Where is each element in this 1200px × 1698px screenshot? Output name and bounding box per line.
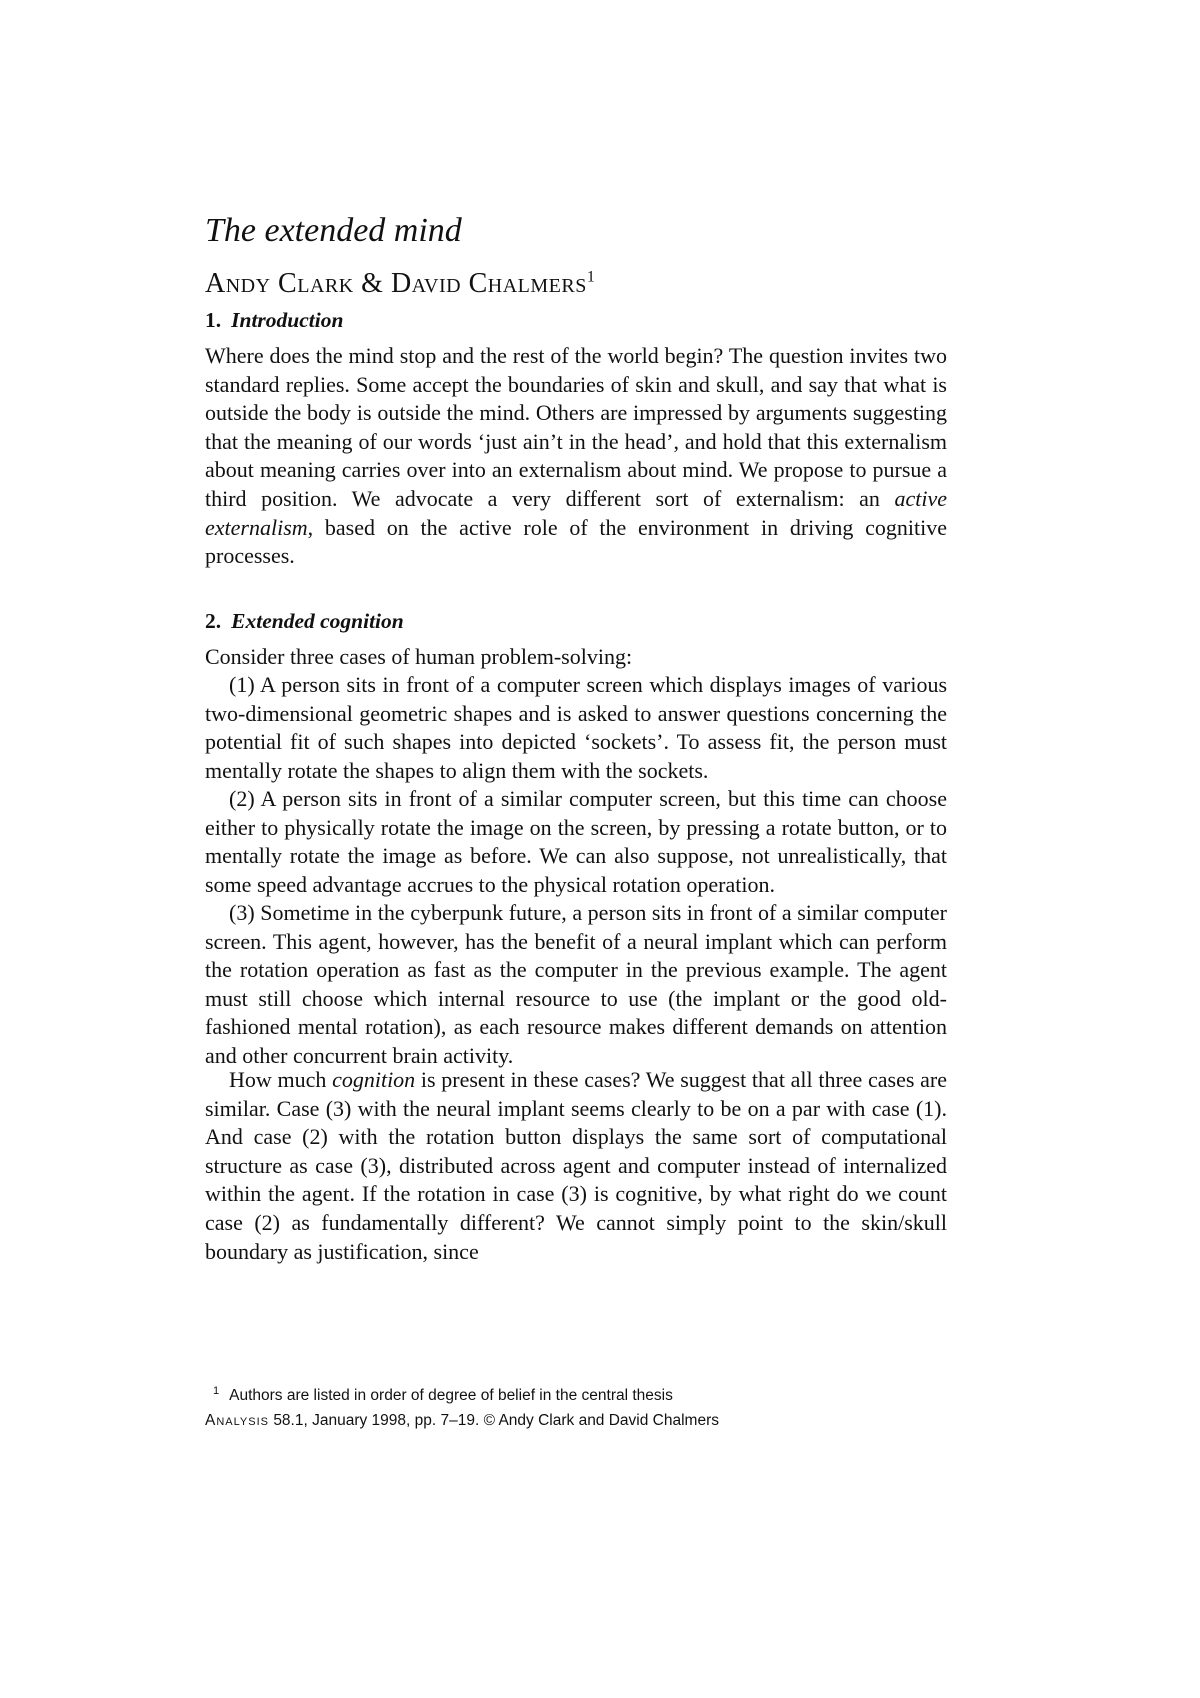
case-2-paragraph: (2) A person sits in front of a similar computer screen, but this time can choose either to physically rotate the image on the screen, by pressing a rotate button, or to mentally rotate the image as before. We can also suppose, not unrealistically, that some speed advantage accrues to the physical rotation operation. bbox=[205, 786, 947, 897]
footnote bbox=[205, 1385, 673, 1405]
intro-text: Where does the mind stop and the rest of the world begin? The question invites two standard replies. Some accept the boundaries of skin and skull, and say that what is outside the body is outside the mind. Others are impressed by arguments suggesting that the meaning of our words ‘just ain’t in the head’, and hold that this externalism about meaning carries over into an externalism about mind. We propose to pursue a third position. We advocate a very different sort of externalism: an bbox=[205, 343, 947, 511]
author-line bbox=[205, 268, 595, 300]
section-heading-introduction bbox=[205, 308, 343, 333]
case-1-paragraph: (1) A person sits in front of a computer screen which displays images of various two-dimensional geometric shapes and is asked to answer questions concerning the potential fit of such shapes into depicted ‘sockets’. To assess fit, the person must mentally rotate the shapes to align them with the sockets. bbox=[205, 672, 947, 783]
intro-text-end: , based on the active role of the environment in driving cognitive processes. bbox=[205, 514, 947, 569]
section-number: 2. bbox=[205, 609, 222, 633]
publication-details: 58.1, January 1998, pp. 7–19. © Andy Clark and David Chalmers bbox=[273, 1412, 719, 1429]
footnote-text: Authors are listed in order of degree of belief in the central thesis bbox=[229, 1387, 673, 1405]
journal-name: Analysis bbox=[205, 1412, 269, 1429]
publication-info bbox=[205, 1412, 719, 1430]
author-footnote-mark: 1 bbox=[586, 268, 596, 286]
section-number: 1. bbox=[205, 308, 222, 332]
intro-paragraph bbox=[205, 342, 947, 571]
discussion-emphasis: cognition bbox=[332, 1067, 416, 1092]
discussion-text: How much bbox=[229, 1067, 333, 1092]
discussion-paragraph bbox=[205, 1066, 947, 1266]
section-heading-extended-cognition bbox=[205, 609, 404, 634]
section-title: Introduction bbox=[231, 308, 344, 332]
cases-intro-paragraph: Consider three cases of human problem-solving: bbox=[205, 644, 633, 669]
paper-title: The extended mind bbox=[205, 212, 462, 249]
section-title: Extended cognition bbox=[231, 609, 404, 633]
intro-emphasis: active externalism bbox=[205, 485, 947, 540]
discussion-text-end: is present in these cases? We suggest that all three cases are similar. Case (3) with the neural implant seems clearly to be on a par with case (1). And case (2) with the rotation button displays the same sort of computational structure as case (3), distributed across agent and computer instead of internalized within the agent. If the rotation in case (3) is cognitive, by what right do we count case (2) as fundamentally different? We cannot simply point to the skin/skull boundary as justification, since bbox=[205, 1067, 947, 1264]
case-3-paragraph: (3) Sometime in the cyberpunk future, a person sits in front of a similar computer screen. This agent, however, has the benefit of a neural implant which can perform the rotation operation as fast as the computer in the previous example. The agent must still choose which internal resource to use (the implant or the good old-fashioned mental rotation), as each resource makes different demands on attention and other concurrent brain activity. bbox=[205, 900, 947, 1068]
footnote-mark: 1 bbox=[213, 1385, 220, 1397]
authors-names: Andy Clark & David Chalmers bbox=[205, 268, 587, 299]
